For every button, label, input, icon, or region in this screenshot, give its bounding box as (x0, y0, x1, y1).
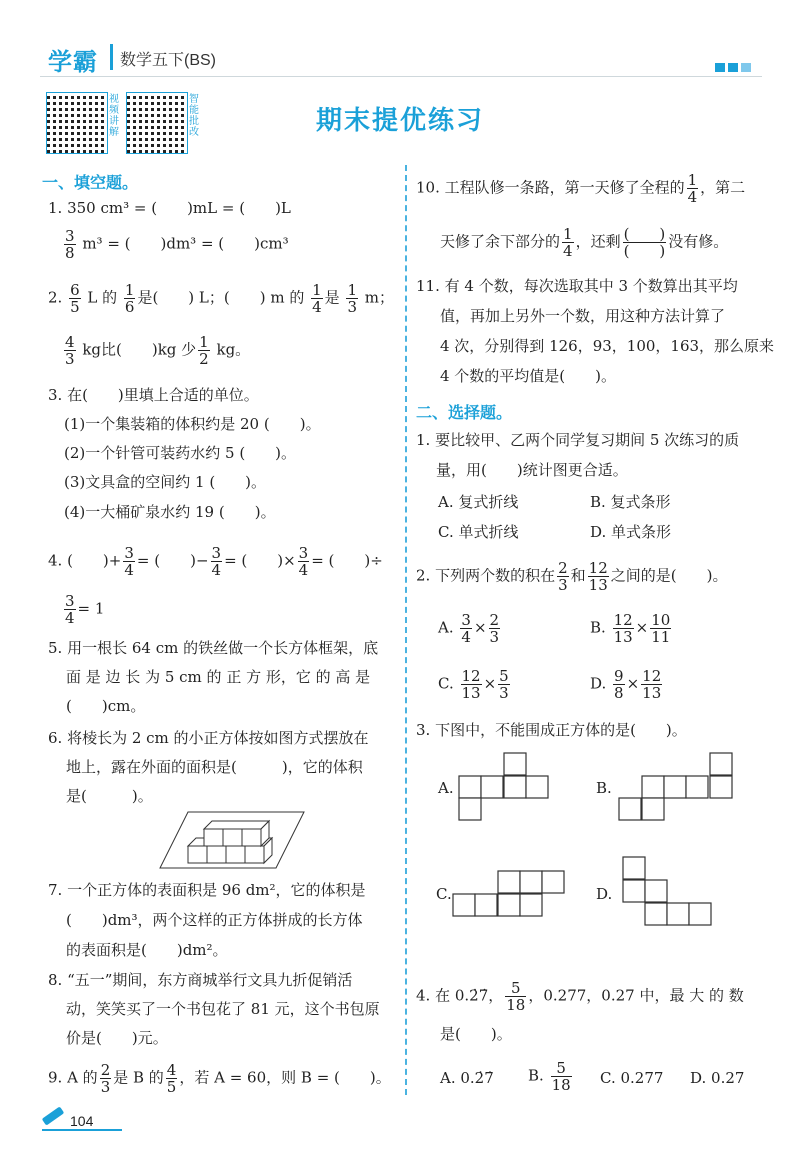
q1-line1: 1. 350 cm³ = ( )mL = ( )L (48, 199, 291, 217)
q1-line2: $\frac{3}{8}$ m³ = ( )dm³ = ( )cm³ (65, 227, 289, 262)
section-fill-blank: 一、填空题。 (42, 175, 139, 192)
cube-net-a (458, 752, 550, 822)
qr-label-video: 视频讲解 (109, 94, 119, 138)
c4-option-d[interactable]: D. 0.27 (690, 1069, 745, 1087)
c1-option-b[interactable]: B. 复式条形 (590, 493, 671, 511)
q3-item3: (3)文具盒的空间约 1 ( )。 (64, 473, 267, 491)
q2-line1: 2. $\frac{6}{5}$ L 的 $\frac{1}{6}$ 是( ) L；( ) m 的 $\frac{1}{4}$ 是 $\frac{1}{3}$ m； (48, 281, 394, 316)
book-title: 数学五下(BS) (120, 52, 217, 69)
q3-item1: (1)一个集装箱的体积约是 20 ( )。 (64, 415, 321, 433)
q10-line1: 10. 工程队修一条路，第一天修了全程的 $\frac{1}{4}$ ，第二 (416, 171, 746, 206)
footer-rule (42, 1129, 122, 1131)
q6-line2: 地上，露在外面的面积是( )，它的体积 (66, 758, 363, 776)
c3-option-b[interactable]: B. (596, 779, 612, 797)
q5-line3: ( )cm。 (66, 697, 146, 715)
c1-option-d[interactable]: D. 单式条形 (590, 523, 672, 541)
cube-net-b (618, 752, 738, 822)
c3-stem: 3. 下图中，不能围成正方体的是( )。 (416, 721, 687, 739)
c1-option-c[interactable]: C. 单式折线 (438, 523, 519, 541)
q8-line3: 价是( )元。 (66, 1029, 168, 1047)
c2-stem: 2. 下列两个数的积在 $\frac{2}{3}$ 和 $\frac{12}{13}$ 之间的是( )。 (416, 559, 728, 594)
header-dots (712, 57, 751, 76)
q3-item2: (2)一个针管可装药水约 5 ( )。 (64, 444, 297, 462)
brand-logo: 学霸 (48, 49, 98, 76)
section-choice: 二、选择题。 (416, 405, 513, 422)
q11-line4: 4 个数的平均值是( )。 (440, 367, 617, 385)
q3-item4: (4)一大桶矿泉水约 19 ( )。 (64, 503, 276, 521)
column-divider (405, 165, 407, 1095)
c4-option-b[interactable]: B. $\frac{5}{18}$ (528, 1059, 571, 1094)
q2-line2: $\frac{4}{3}$ kg比( )kg 少 $\frac{1}{2}$ kg。 (65, 333, 251, 368)
c1-line2: 量，用( )统计图更合适。 (436, 461, 628, 479)
c4-line1: 4. 在 0.2̇7̇， $\frac{5}{18}$ ，0.277，0.27 中，最 大 的 数 (416, 979, 744, 1014)
qr-label-grading: 智能批改 (189, 94, 199, 138)
q11-line2: 值，再加上另外一个数，用这种方法计算了 (440, 307, 726, 325)
cube-net-c (452, 870, 568, 918)
c4-option-a[interactable]: A. 0.2̇7̇ (440, 1069, 494, 1087)
c2-option-a[interactable]: A. $\frac{3}{4}$ × $\frac{2}{3}$ (438, 611, 500, 646)
c2-option-d[interactable]: D. $\frac{9}{8}$ × $\frac{12}{13}$ (590, 667, 662, 702)
c4-line2: 是( )。 (440, 1025, 512, 1043)
cube-net-d (622, 856, 714, 928)
q3-stem: 3. 在( )里填上合适的单位。 (48, 386, 259, 404)
c1-line1: 1. 要比较甲、乙两个同学复习期间 5 次练习的质 (416, 431, 740, 449)
c3-option-c[interactable]: C. (436, 885, 452, 903)
q9-line: 9. A 的 $\frac{2}{3}$ 是 B 的 $\frac{4}{5}$ ，若 A = 60，则 B = ( )。 (48, 1061, 391, 1096)
q8-line1: 8. “五一”期间，东方商城举行文具九折促销活 (48, 971, 353, 989)
q8-line2: 动，笑笑买了一个书包花了 81 元，这个书包原 (66, 1000, 380, 1018)
header-rule (40, 76, 762, 77)
q7-line1: 7. 一个正方体的表面积是 96 dm²，它的体积是 (48, 881, 366, 899)
q11-line3: 4 次，分别得到 126，93，100，163，那么原来 (440, 337, 775, 355)
page-title: 期末提优练习 (315, 105, 484, 135)
q7-line3: 的表面积是( )dm²。 (66, 941, 228, 959)
c2-option-b[interactable]: B. $\frac{12}{13}$ × $\frac{10}{11}$ (590, 611, 671, 646)
c3-option-a[interactable]: A. (438, 779, 454, 797)
c2-option-c[interactable]: C. $\frac{12}{13}$ × $\frac{5}{3}$ (438, 667, 509, 702)
page-number: 104 (70, 1113, 94, 1129)
pencil-icon (42, 1106, 65, 1125)
q5-line1: 5. 用一根长 64 cm 的铁丝做一个长方体框架，底 (48, 639, 379, 657)
q4-line2: $\frac{3}{4}$ = 1 (65, 592, 105, 627)
q7-line2: ( )dm³，两个这样的正方体拼成的长方体 (66, 911, 363, 929)
brand-divider (110, 44, 113, 70)
c1-option-a[interactable]: A. 复式折线 (438, 493, 519, 511)
q11-line1: 11. 有 4 个数，每次选取其中 3 个数算出其平均 (416, 277, 738, 295)
c4-option-c[interactable]: C. 0.277 (600, 1069, 664, 1087)
q10-line2: 天修了余下部分的 $\frac{1}{4}$ ，还剩 $\frac{( )}{( )}$ 没有修。 (440, 225, 729, 260)
q4-line1: 4. ( )+ $\frac{3}{4}$ = ( )− $\frac{3}{4}$ = ( )× $\frac{3}{4}$ = ( )÷ (48, 544, 383, 579)
q5-line2: 面 是 边 长 为 5 cm 的 正 方 形，它 的 高 是 (66, 668, 371, 686)
c3-option-d[interactable]: D. (596, 885, 613, 903)
q6-line1: 6. 将棱长为 2 cm 的小正方体按如图方式摆放在 (48, 729, 369, 747)
cube-stack-figure (158, 810, 308, 872)
q6-line3: 是( )。 (66, 787, 153, 805)
